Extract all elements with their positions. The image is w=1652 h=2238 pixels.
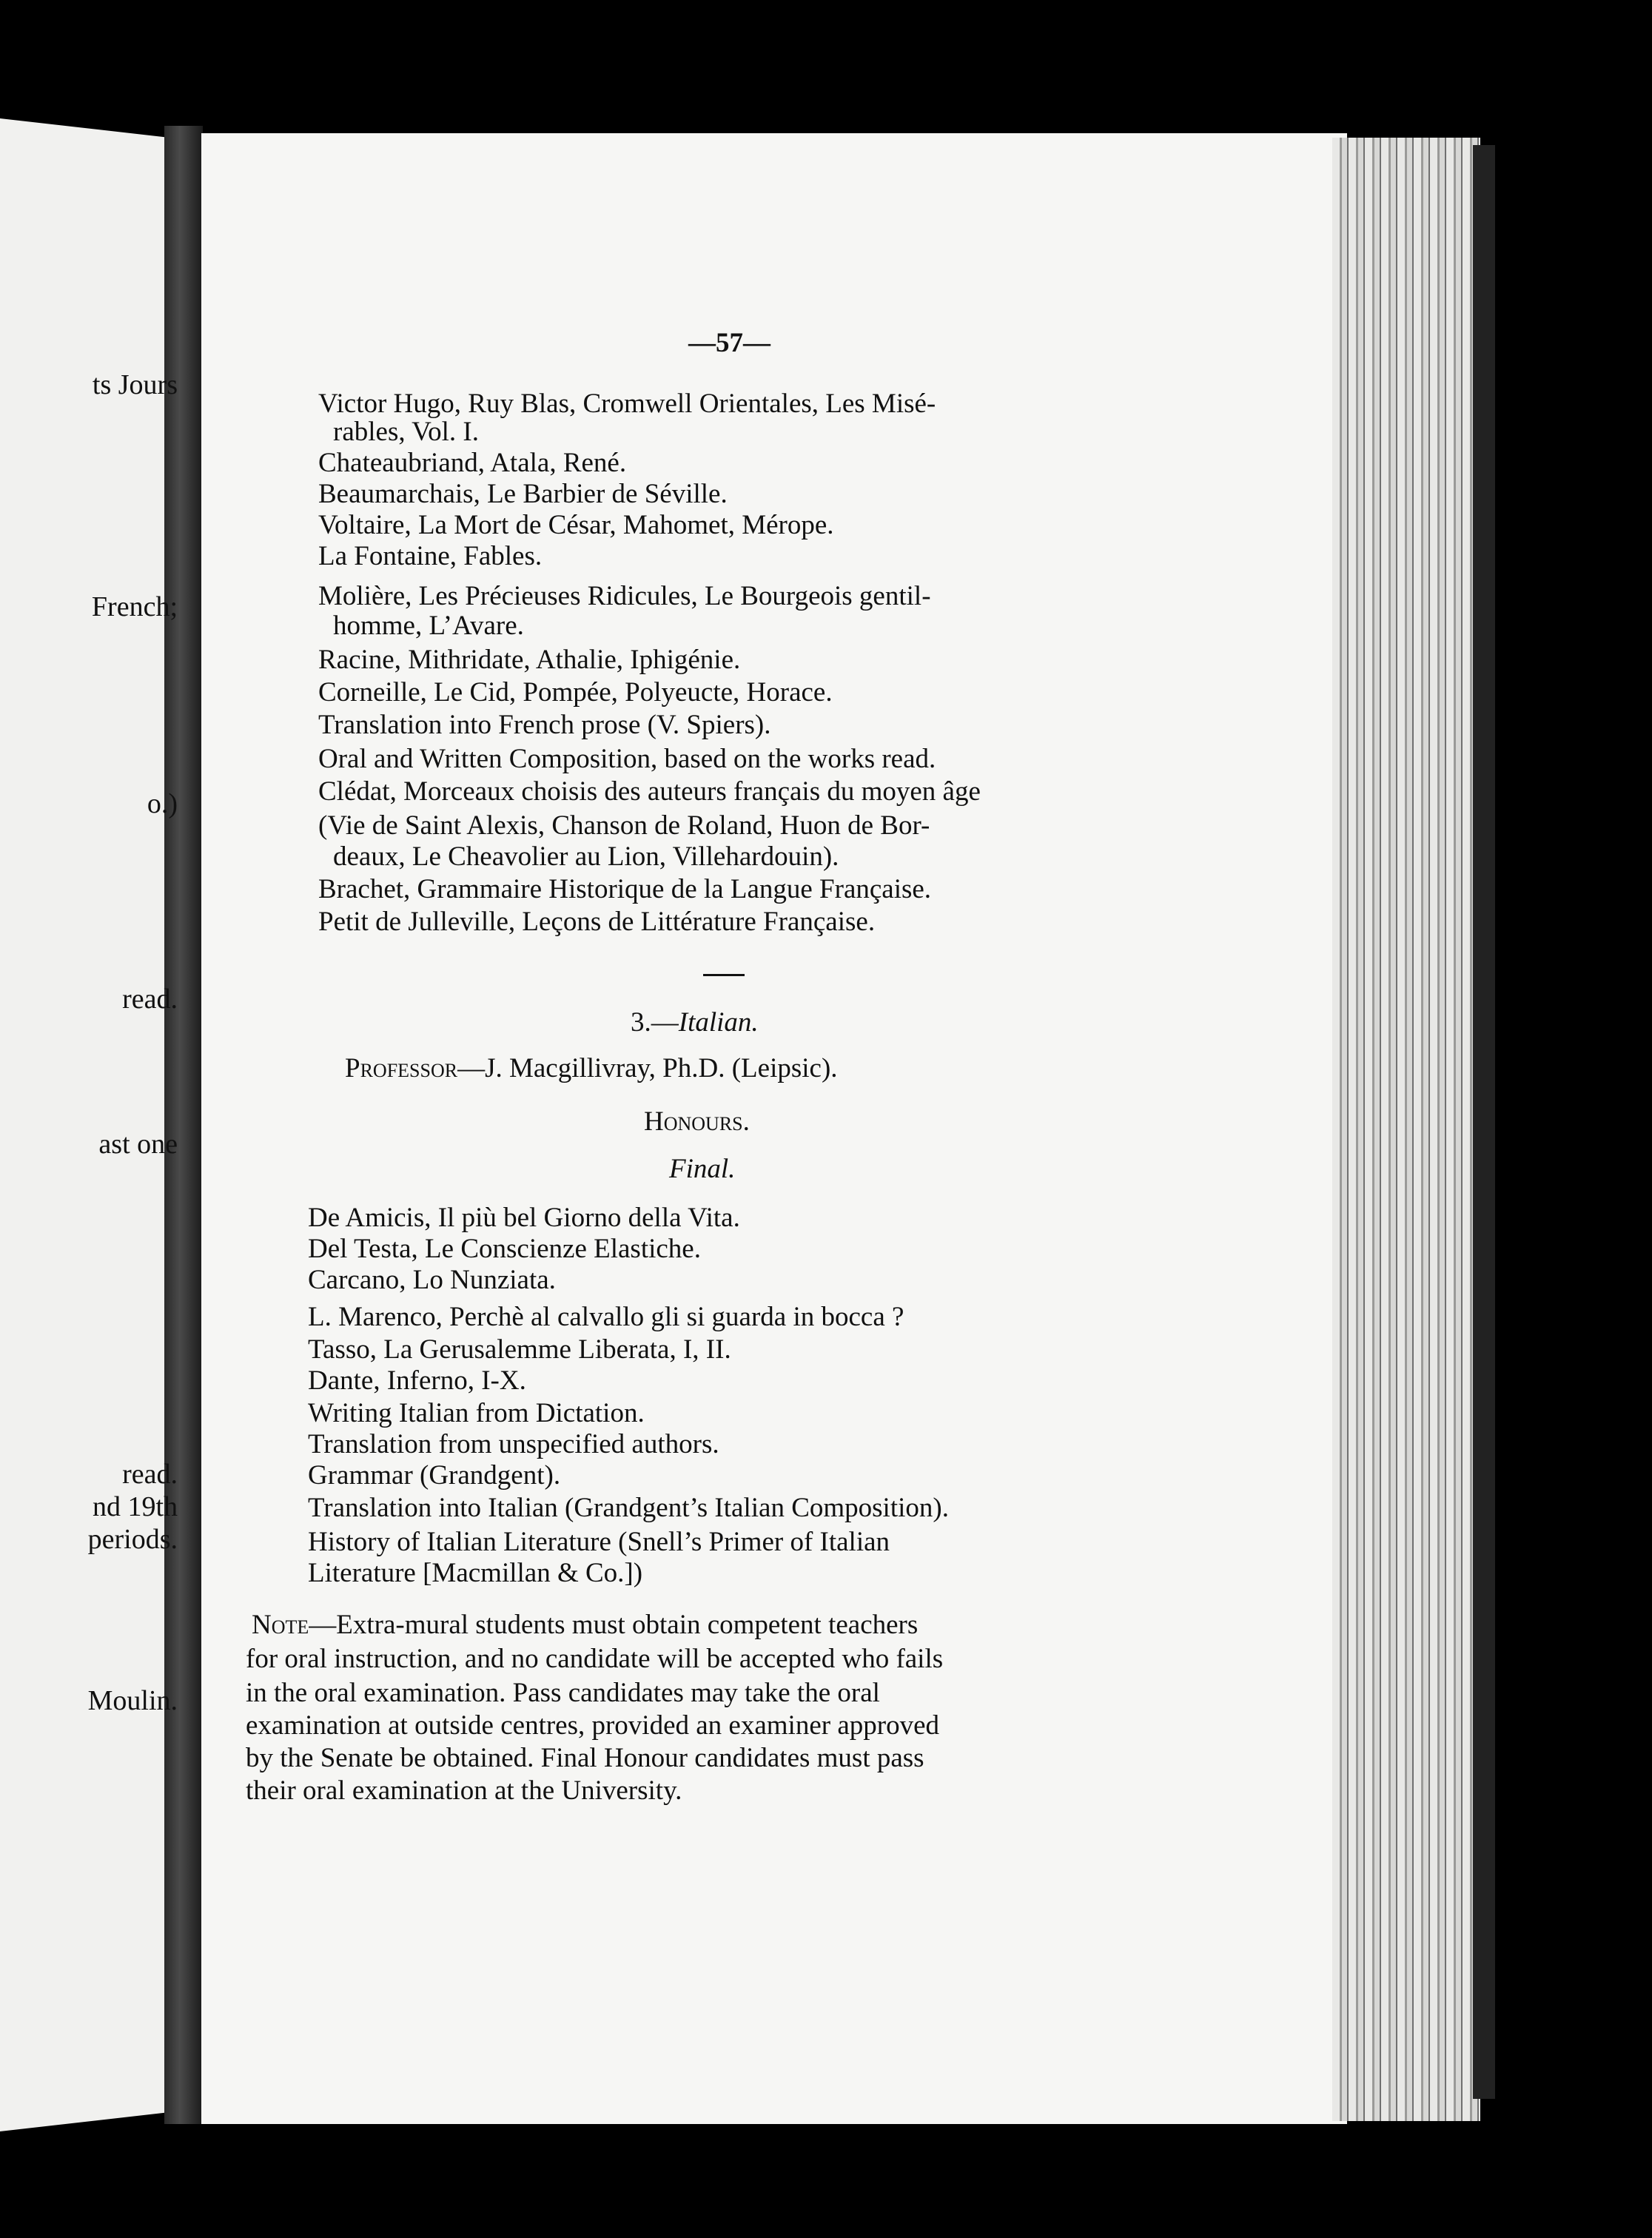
- left-fragment: read.: [122, 1459, 178, 1490]
- list-item: Translation into French prose (V. Spiers).: [318, 710, 771, 740]
- list-item: La Fontaine, Fables.: [318, 541, 543, 571]
- book-gutter: [164, 126, 203, 2124]
- left-fragment: nd 19th: [92, 1491, 178, 1522]
- section-number: 3.—: [631, 1007, 679, 1038]
- list-item: Beaumarchais, Le Barbier de Séville.: [318, 479, 728, 509]
- honours-heading: Honours.: [644, 1106, 750, 1137]
- page-edges: [1332, 138, 1480, 2121]
- section-divider: [703, 974, 745, 976]
- left-fragment: read.: [122, 984, 178, 1015]
- list-item: Victor Hugo, Ruy Blas, Cromwell Orientales, Les Misé-: [318, 389, 936, 419]
- list-item: homme, L’Avare.: [333, 611, 524, 641]
- list-item: deaux, Le Cheavolier au Lion, Villehardouin).: [333, 841, 839, 872]
- list-item: Petit de Julleville, Leçons de Littérature Française.: [318, 907, 876, 937]
- list-item: (Vie de Saint Alexis, Chanson de Roland, Huon de Bor-: [318, 810, 930, 841]
- list-item: Brachet, Grammaire Historique de la Langue Française.: [318, 874, 932, 904]
- list-item: Translation from unspecified authors.: [308, 1429, 719, 1459]
- note-label: Note: [252, 1610, 309, 1640]
- list-item: Corneille, Le Cid, Pompée, Polyeucte, Horace.: [318, 677, 833, 708]
- left-fragment: periods.: [87, 1524, 178, 1555]
- list-item: Translation into Italian (Grandgent’s Italian Composition).: [308, 1493, 949, 1523]
- page-number: —57—: [688, 328, 770, 358]
- left-fragment: ast one: [98, 1129, 178, 1160]
- list-item: Racine, Mithridate, Athalie, Iphigénie.: [318, 645, 741, 675]
- list-item: Molière, Les Précieuses Ridicules, Le Bourgeois gentil-: [318, 581, 931, 611]
- list-item: Chateaubriand, Atala, René.: [318, 448, 627, 478]
- note-line: their oral examination at the University.: [246, 1775, 682, 1806]
- left-fragment: Moulin.: [87, 1685, 178, 1716]
- list-item: History of Italian Literature (Snell’s Primer of Italian: [308, 1527, 890, 1557]
- list-item: rables, Vol. I.: [333, 417, 479, 447]
- list-item: Clédat, Morceaux choisis des auteurs français du moyen âge: [318, 776, 981, 807]
- professor-label: Professor: [345, 1053, 458, 1083]
- list-item: De Amicis, Il più bel Giorno della Vita.: [308, 1203, 740, 1233]
- list-item: Writing Italian from Dictation.: [308, 1398, 645, 1428]
- section-heading: [631, 1008, 759, 1038]
- list-item: L. Marenco, Perchè al calvallo gli si guarda in bocca ?: [308, 1302, 904, 1332]
- list-item: Oral and Written Composition, based on the works read.: [318, 744, 936, 774]
- section-title: Italian.: [678, 1007, 759, 1038]
- note-line: examination at outside centres, provided an examiner approved: [246, 1710, 939, 1741]
- book-cover-edge: [1473, 145, 1495, 2099]
- note-line: Note—Extra-mural students must obtain competent teachers: [252, 1610, 919, 1640]
- previous-page: [0, 118, 178, 2131]
- professor-line: [345, 1054, 838, 1083]
- list-item: Dante, Inferno, I-X.: [308, 1365, 526, 1396]
- list-item: Voltaire, La Mort de César, Mahomet, Mérope.: [318, 510, 834, 540]
- left-fragment: French;: [91, 591, 178, 622]
- left-fragment: o.): [147, 788, 178, 819]
- list-item: Del Testa, Le Conscienze Elastiche.: [308, 1234, 701, 1264]
- note-line: in the oral examination. Pass candidates may take the oral: [246, 1678, 880, 1708]
- note-line: for oral instruction, and no candidate will be accepted who fails: [246, 1644, 944, 1674]
- list-item: Literature [Macmillan & Co.]): [308, 1558, 643, 1588]
- left-fragment: ts Jours: [92, 369, 178, 400]
- list-item: Grammar (Grandgent).: [308, 1460, 561, 1491]
- list-item: Carcano, Lo Nunziata.: [308, 1265, 556, 1295]
- note-line: by the Senate be obtained. Final Honour candidates must pass: [246, 1743, 924, 1773]
- final-heading: Final.: [669, 1154, 736, 1184]
- list-item: Tasso, La Gerusalemme Liberata, I, II.: [308, 1334, 731, 1365]
- professor-name: —J. Macgillivray, Ph.D. (Leipsic).: [457, 1053, 838, 1083]
